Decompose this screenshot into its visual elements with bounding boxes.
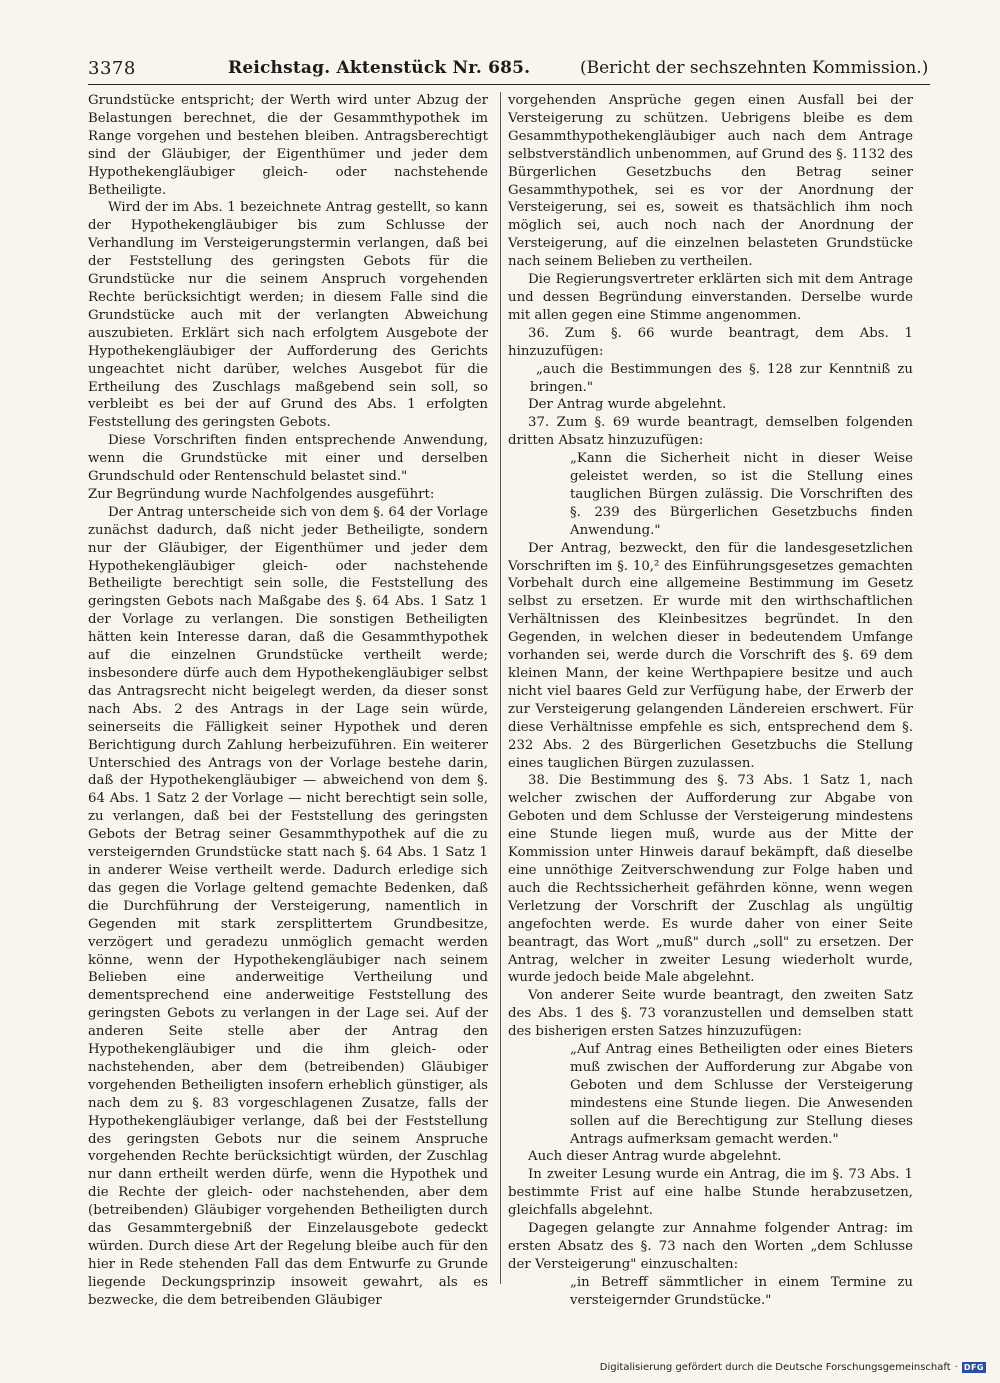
paragraph: Der Antrag unterscheide sich von dem §. 64 der Vorlage zunächst dadurch, daß nicht jeder Betheiligte, sondern nur der Gläubiger, der Eigenthümer und jeder dem Hypothekengläubiger gleich- oder nachstehende Betheiligte berechtigt sein solle, die Feststellung des geringsten Gebots nach Maßgabe des §. 64 Abs. 1 Satz 1 der Vorlage zu verlangen. Die sonstigen Betheiligten hätten kein Interesse daran, daß die Gesammthypothek auf die einzelnen Grundstücke vertheilt werde; insbesondere dürfe auch dem Hypothekengläubiger selbst das Antragsrecht nicht beigelegt werden, da dieser sonst nach Abs. 2 des Antrags in der Lage sein würde, seinerseits die Fälligkeit seiner Hypothek und deren Berichtigung durch Zahlung herbeizuführen. Ein weiterer Unterschied des Antrags von der Vorlage bestehe darin, daß der Hypothekengläubiger — abweichend von dem §. 64 Abs. 1 Satz 2 der Vorlage — nicht berechtigt sein solle, zu verlangen, daß bei der Feststellung des geringsten Gebots der Betrag seiner Gesammthypothek auf die zu versteigernden Grundstücke statt nach §. 64 Abs. 1 Satz 1 in anderer Weise vertheilt werde. Dadurch erledige sich das gegen die Vorlage geltend gemachte Bedenken, daß die Durchführung der Versteigerung, namentlich in Gegenden mit stark zersplittertem Grundbesitze, verzögert und geradezu unmöglich gemacht werden könne, wenn der Hypothekengläubiger nach seinem Belieben eine anderweitige Vertheilung und dementsprechend eine anderweitige Feststellung des geringsten Gebots zu verlangen in der Lage sei. Auf der anderen Seite stelle aber der Antrag den Hypothekengläubiger und die ihm gleich- oder nachstehenden, aber dem (betreibenden) Gläubiger vorgehenden Betheiligten insofern erheblich günstiger, als nach dem zu §. 83 vorgeschlagenen Zusatze, falls der Hypothekengläubiger verlange, daß bei der Feststellung des geringsten Gebots nur die seinem Anspruche vorgehenden Rechte berücksichtigt würden, der Zuschlag nur dann ertheilt werden dürfe, wenn die Hypothek und die Rechte der gleich- oder nachstehenden, aber dem (betreibenden) Gläubiger vorgehenden Betheiligten durch das Gesammtergebniß der Einzelausgebote gedeckt würden. Durch diese Art der Regelung bleibe auch für den hier in Rede stehenden Fall das dem Entwurfe zu Grunde liegende Deckungsprinzip insoweit gewahrt, als es bezwecke, die dem betreibenden Gläubiger bbox=[88, 504, 488, 1308]
left-column bbox=[88, 92, 488, 1310]
footer-credit: Digitalisierung gefördert durch die Deutsche Forschungsgemeinschaft bbox=[599, 1362, 951, 1373]
paragraph: Der Antrag, bezweckt, den für die landesgesetzlichen Vorschriften im §. 10,² des Einführungsgesetzes gemachten Vorbehalt durch eine allgemeine Bestimmung im Gesetz selbst zu ersetzen. Er wurde mit den wirthschaftlichen Verhältnissen des Kleinbesitzes begründet. In den Gegenden, in welchen dieser in bedeutendem Umfange vorhanden sei, werde durch die Vorschrift des §. 69 dem kleinen Mann, der keine Werthpapiere besitze und auch nicht viel baares Geld zur Verfügung habe, der Erwerb der zur Versteigerung gelangenden Ländereien erschwert. Für diese Verhältnisse empfehle es sich, entsprechend dem §. 232 Abs. 2 des Bürgerlichen Gesetzbuchs die Stellung eines tauglichen Bürgen zuzulassen. bbox=[508, 540, 913, 771]
paragraph: Von anderer Seite wurde beantragt, den zweiten Satz des Abs. 1 des §. 73 voranzustellen und demselben statt des bisherigen ersten Satzes hinzuzufügen: bbox=[508, 988, 913, 1040]
paragraph: 36. Zum §. 66 wurde beantragt, dem Abs. 1 hinzuzufügen: bbox=[508, 325, 913, 359]
paragraph: Zur Begründung wurde Nachfolgendes ausgeführt: bbox=[88, 486, 435, 502]
paragraph: 37. Zum §. 69 wurde beantragt, demselben folgenden dritten Absatz hinzuzufügen: bbox=[508, 415, 913, 449]
page-number: 3378 bbox=[88, 58, 136, 79]
document-title: Reichstag. Aktenstück Nr. 685. bbox=[228, 58, 531, 78]
right-column bbox=[508, 92, 913, 1310]
document-subtitle: (Bericht der sechszehnten Kommission.) bbox=[580, 58, 929, 78]
paragraph: „Kann die Sicherheit nicht in dieser Weise geleistet werden, so ist die Stellung eines tauglichen Bürgen zulässig. Die Vorschriften des §. 239 des Bürgerlichen Gesetzbuchs finden Anwendung." bbox=[570, 451, 913, 538]
paragraph: Wird der im Abs. 1 bezeichnete Antrag gestellt, so kann der Hypothekengläubiger bis zum Schlusse der Verhandlung im Versteigerungstermin verlangen, daß bei der Feststellung des geringsten Gebots für die Grundstücke nur die seinem Anspruch vorgehenden Rechte berücksichtigt werden; in diesem Falle sind die Grundstücke auch mit der verlangten Abweichung auszubieten. Erklärt sich nach erfolgtem Ausgebote der Hypothekengläubiger der Aufforderung des Gerichts ungeachtet nicht darüber, welches Ausgebot für die Ertheilung des Zuschlags maßgebend sein soll, so verbleibt es bei der auf Grund des Abs. 1 erfolgten Feststellung des geringsten Gebots. bbox=[88, 200, 488, 431]
paragraph: Die Regierungsvertreter erklärten sich mit dem Antrage und dessen Begründung einverstanden. Derselbe wurde mit allen gegen eine Stimme angenommen. bbox=[508, 272, 913, 323]
paragraph: Grundstücke entspricht; der Werth wird unter Abzug der Belastungen berechnet, die der Gesammthypothek im Range vorgehen und bestehen bleiben. Antragsberechtigt sind der Gläubiger, der Eigenthümer und jeder dem Hypothekengläubiger gleich- oder nachstehende Betheiligte. bbox=[88, 93, 488, 198]
paragraph: „auch die Bestimmungen des §. 128 zur Kenntniß zu bringen." bbox=[530, 361, 913, 395]
column-divider bbox=[500, 92, 501, 1284]
paragraph: „Auf Antrag eines Betheiligten oder eines Bieters muß zwischen der Aufforderung zur Abgabe von Geboten und dem Schlusse der Versteigerung mindestens eine Stunde liegen. Die Anwesenden sollen auf die Berechtigung zur Stellung dieses Antrags aufmerksam gemacht werden." bbox=[570, 1042, 913, 1147]
paragraph: 38. Die Bestimmung des §. 73 Abs. 1 Satz 1, nach welcher zwischen der Aufforderung zur Abgabe von Geboten und dem Schlusse der Versteigerung mindestens eine Stunde liegen muß, wurde aus der Mitte der Kommission unter Hinweis darauf bekämpft, daß dieselbe eine unnöthige Zeitverschwendung zur Folge haben und auch die Rechtssicherheit gefährden könne, wenn wegen Verletzung der Vorschrift der Zuschlag als ungültig angefochten werde. Es wurde daher von einer Seite beantragt, das Wort „muß" durch „soll" zu ersetzen. Der Antrag, welcher in zweiter Lesung wiederholt wurde, wurde jedoch beide Male abgelehnt. bbox=[508, 773, 913, 986]
paragraph: Diese Vorschriften finden entsprechende Anwendung, wenn die Grundstücke mit einer und derselben Grundschuld oder Rentenschuld belastet sind." bbox=[88, 433, 488, 485]
paragraph: Auch dieser Antrag wurde abgelehnt. bbox=[528, 1149, 782, 1165]
paragraph: In zweiter Lesung wurde ein Antrag, die im §. 73 Abs. 1 bestimmte Frist auf eine halbe Stunde herabzusetzen, gleichfalls abgelehnt. bbox=[508, 1167, 913, 1219]
paragraph: Der Antrag wurde abgelehnt. bbox=[528, 397, 727, 413]
paragraph: Dagegen gelangte zur Annahme folgender Antrag: im ersten Absatz des §. 73 nach den Worten „dem Schlusse der Versteigerung" einzuschalten: bbox=[508, 1221, 913, 1272]
footer: Digitalisierung gefördert durch die Deutsche Forschungsgemeinschaft · DFG bbox=[599, 1362, 984, 1373]
paragraph: „in Betreff sämmtlicher in einem Termine zu versteigernder Grundstücke." bbox=[570, 1274, 913, 1308]
dfg-logo: DFG bbox=[963, 1363, 984, 1372]
page-header bbox=[88, 58, 930, 84]
header-rule bbox=[88, 84, 930, 85]
paragraph: vorgehenden Ansprüche gegen einen Ausfall bei der Versteigerung zu schützen. Uebrigens bleibe es dem Gesammthypothekengläubiger auch nach dem Antrage selbstverständlich unbenommen, auf Grund des §. 1132 des Bürgerlichen Gesetzbuchs den Betrag seiner Gesammthypothek, sei es vor der Anordnung der Versteigerung, sei es, soweit es thatsächlich ihm noch möglich sei, auch noch nach der Anordnung der Versteigerung, auf die einzelnen belasteten Grundstücke nach seinem Belieben zu vertheilen. bbox=[508, 93, 913, 270]
